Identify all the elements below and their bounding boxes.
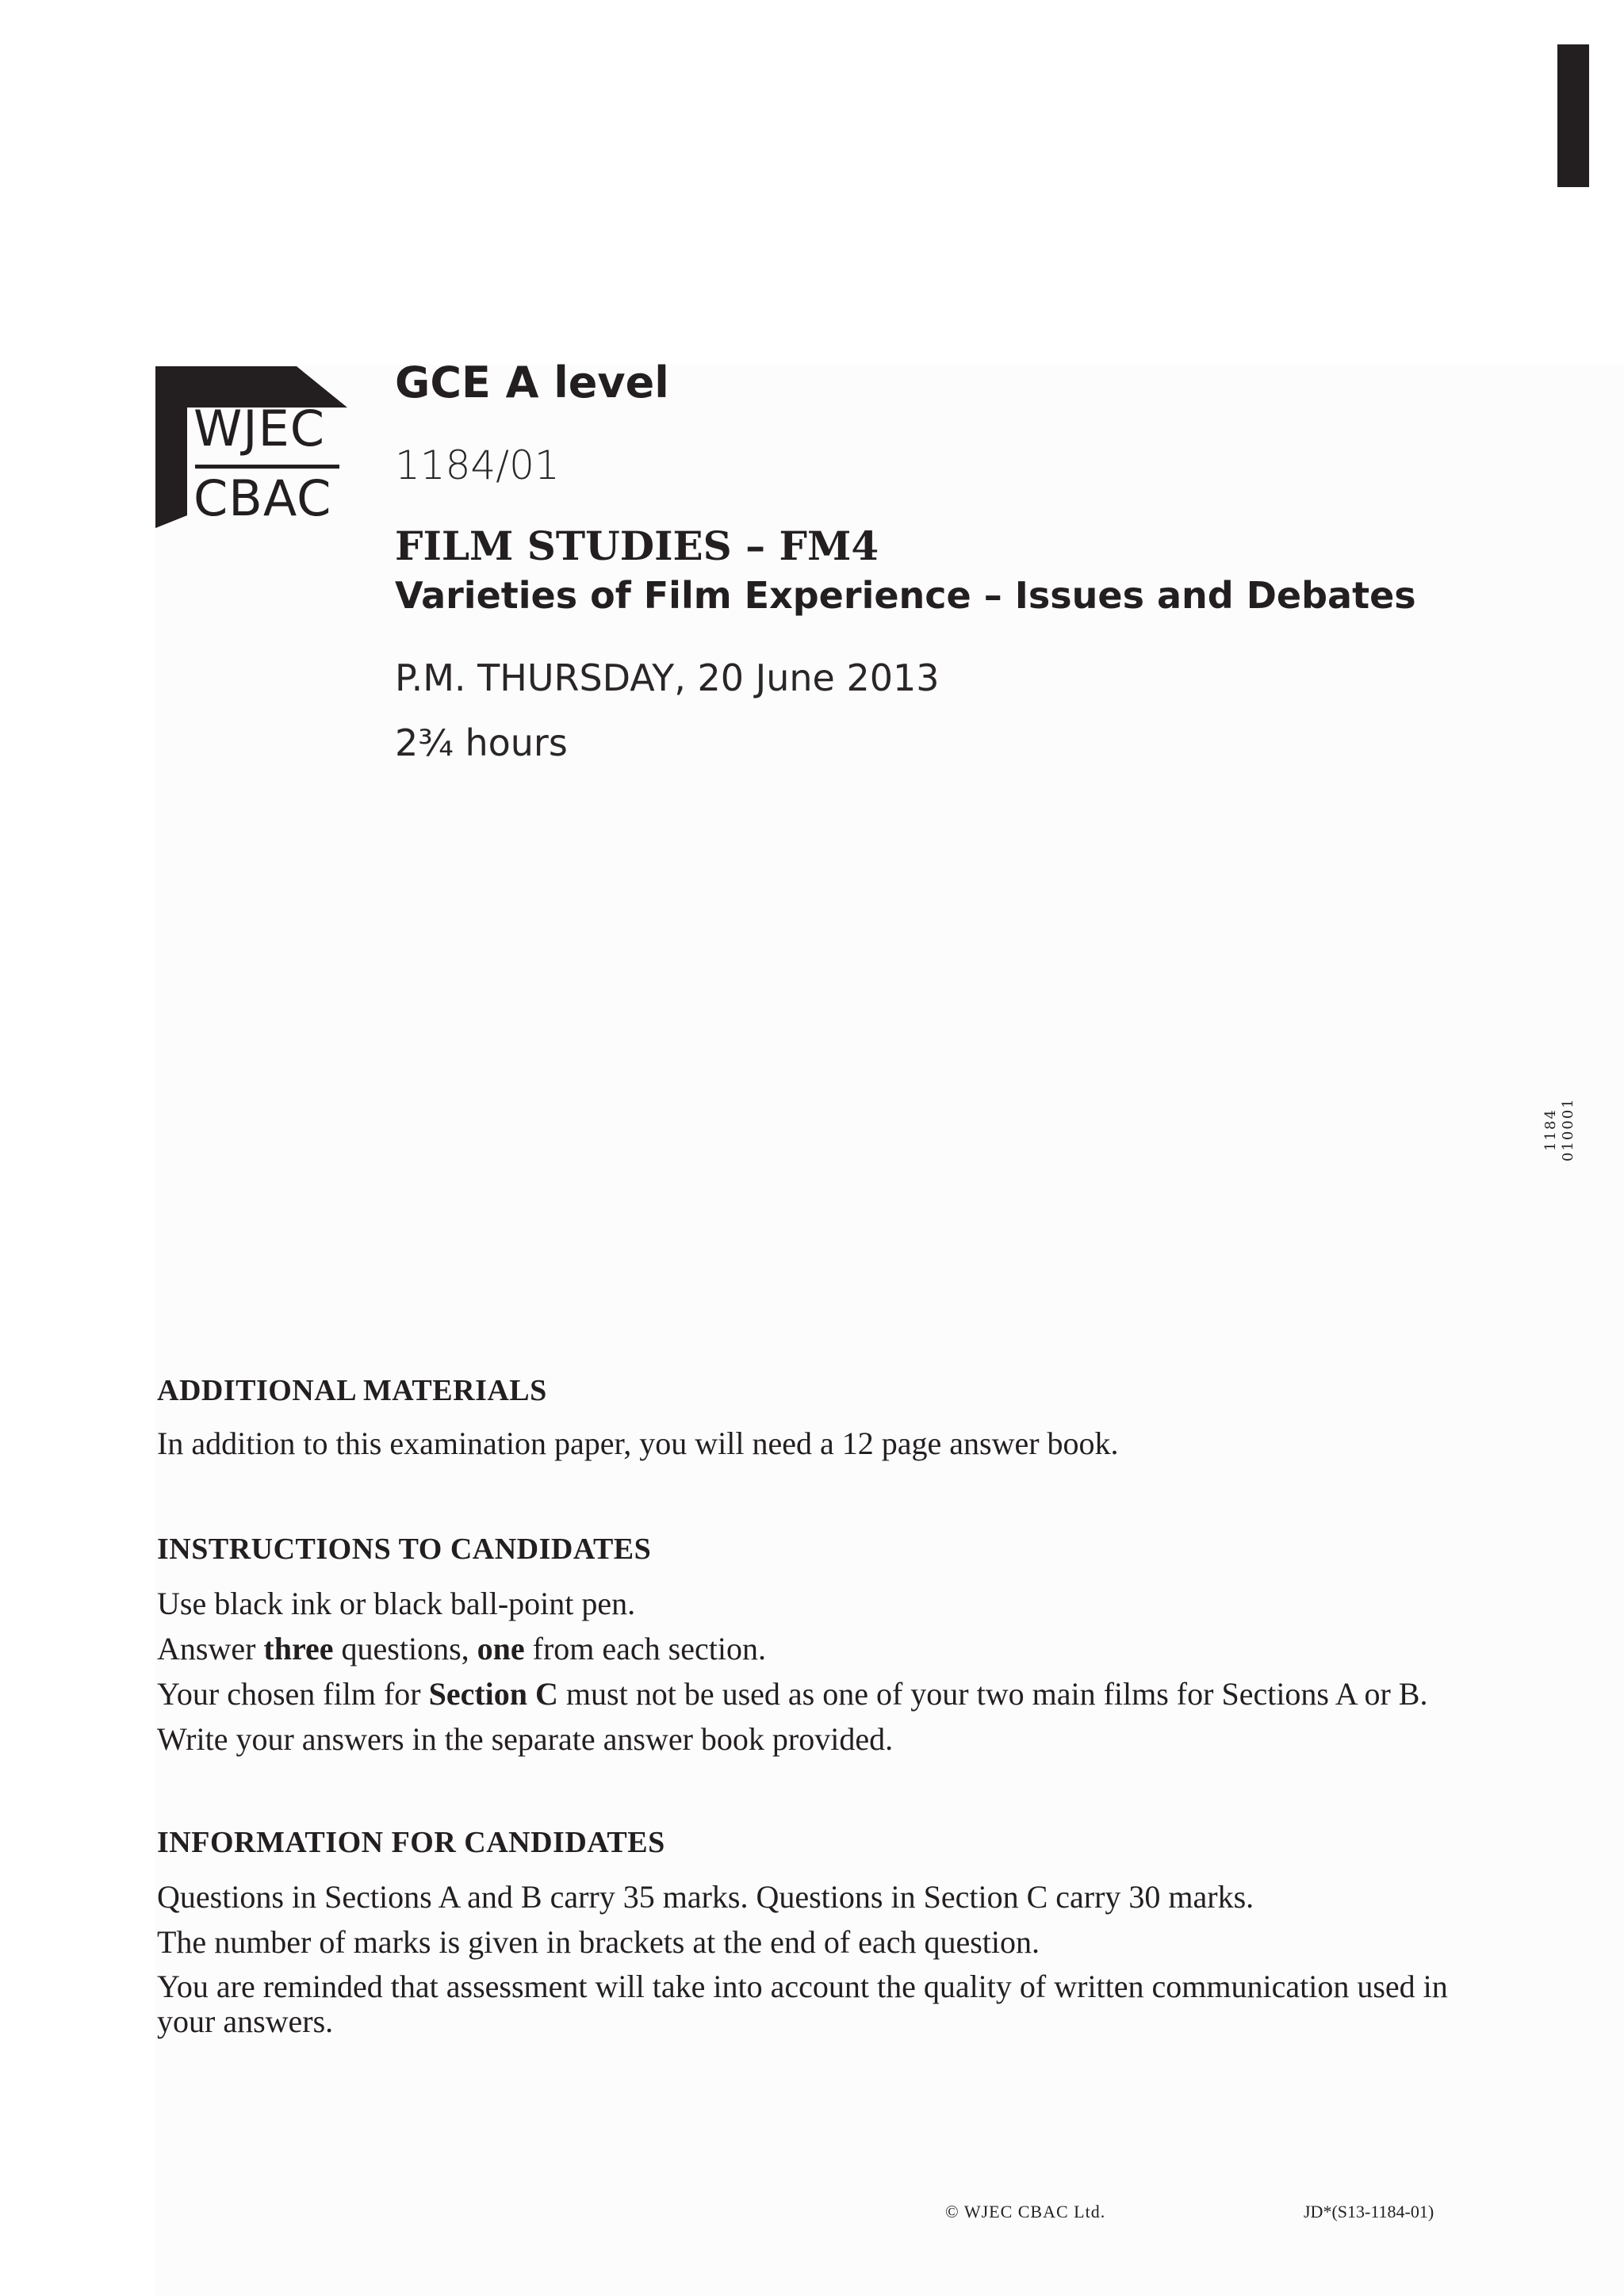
instruction-line-2-text: Answer [157, 1631, 264, 1667]
instruction-line-3-text: Your chosen film for [157, 1676, 429, 1712]
side-code-text [1542, 1098, 1577, 1161]
information-section [157, 1823, 1489, 2039]
side-code-line2: 010001 [1560, 1097, 1576, 1161]
logo-divider [195, 465, 339, 469]
side-code-line1: 1184 [1542, 1108, 1559, 1151]
information-line-2: The number of marks is given in brackets at the end of each question. [157, 1924, 1040, 1960]
instruction-line-3 [157, 1676, 1489, 1712]
footer-copyright: © WJEC CBAC Ltd. [945, 2202, 1106, 2221]
instructions-section [157, 1530, 1489, 1758]
exam-date: P.M. THURSDAY, 20 June 2013 [395, 656, 940, 699]
instruction-line-1: Use black ink or black ball-point pen. [157, 1586, 636, 1621]
wjec-cbac-logo [155, 366, 347, 528]
information-heading: INFORMATION FOR CANDIDATES [157, 1826, 665, 1859]
instructions-heading: INSTRUCTIONS TO CANDIDATES [157, 1533, 652, 1566]
logo-cbac-text: CBAC [193, 469, 332, 527]
instruction-line-3-emphasis: Section C [428, 1676, 558, 1712]
instruction-line-3-text-end: must not be used as one of your two main films for Sections A or B. [557, 1676, 1428, 1712]
qualification-level: GCE A level [395, 358, 669, 408]
paper-code: 1184/01 [395, 442, 560, 488]
footer-reference: JD*(S13-1184-01) [1304, 2202, 1434, 2221]
instruction-line-2-emphasis-three: three [263, 1631, 334, 1667]
instruction-line-2-text-end: from each section. [524, 1631, 766, 1667]
instruction-line-2 [157, 1631, 1489, 1667]
additional-materials-text: In addition to this examination paper, you will need a 12 page answer book. [157, 1425, 1119, 1461]
subject-title: FILM STUDIES – FM4 [395, 522, 879, 569]
instruction-line-2-emphasis-one: one [477, 1631, 525, 1667]
instruction-line-2-text-mid: questions, [333, 1631, 477, 1667]
unit-title: Varieties of Film Experience – Issues and Debates [395, 574, 1416, 617]
side-paper-code [1542, 1098, 1590, 1161]
page-edge-marker [1557, 44, 1589, 187]
information-line-1: Questions in Sections A and B carry 35 marks. Questions in Section C carry 30 marks. [157, 1879, 1254, 1915]
instruction-line-4: Write your answers in the separate answer book provided. [157, 1721, 894, 1757]
logo-wjec-text: WJEC [193, 400, 326, 457]
additional-materials-heading: ADDITIONAL MATERIALS [157, 1374, 547, 1407]
information-line-3: You are reminded that assessment will take into account the quality of written communication used in your answers. [157, 1969, 1448, 2039]
additional-materials-section [157, 1372, 1489, 1462]
exam-duration: 2¾ hours [395, 721, 568, 764]
